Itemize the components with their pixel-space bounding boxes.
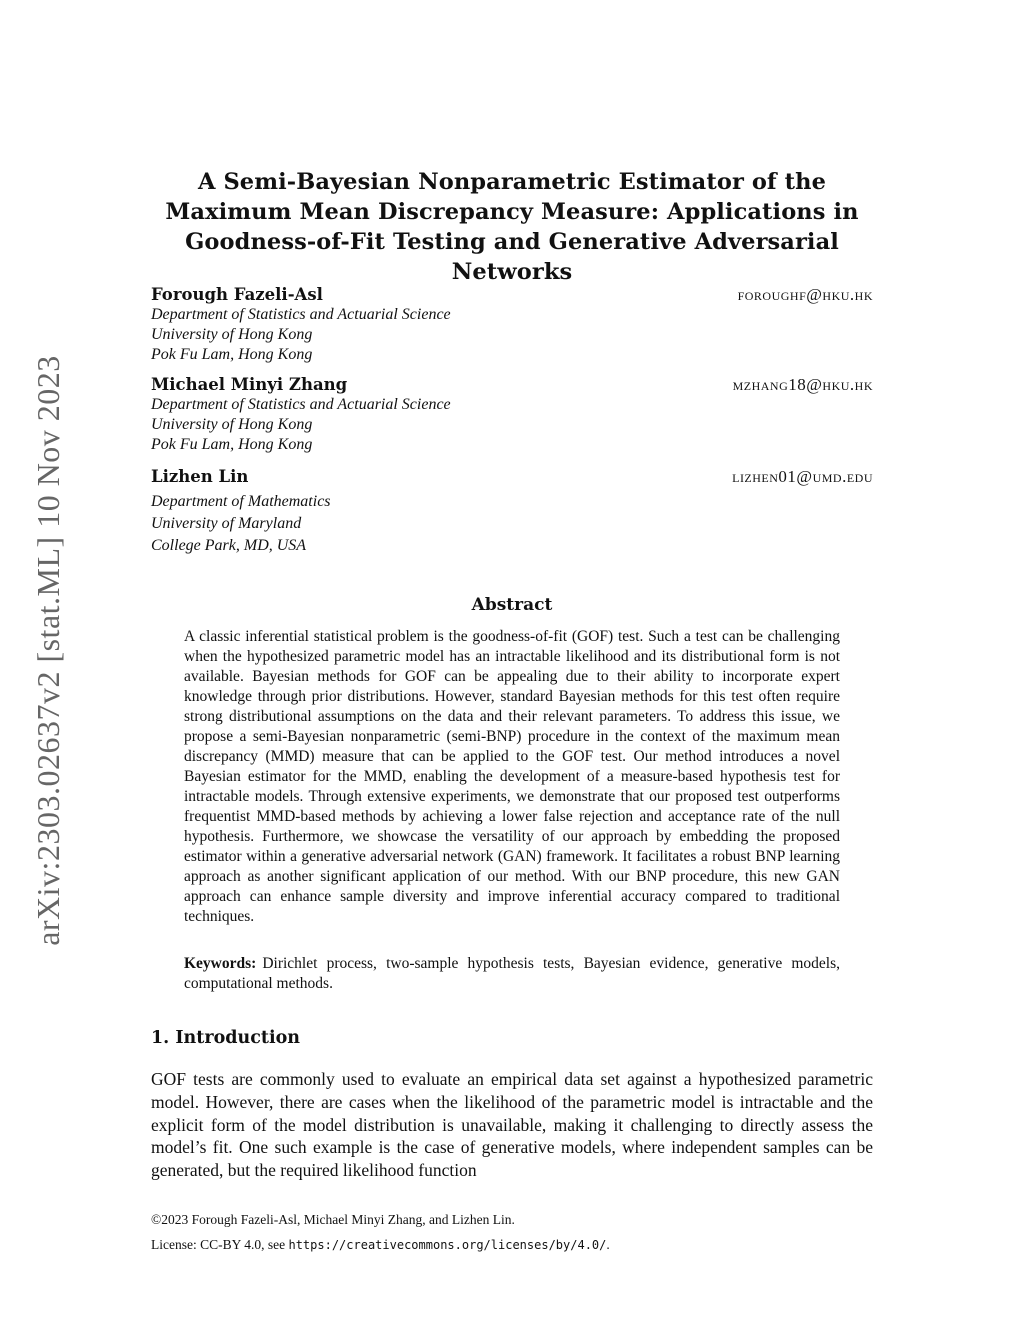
copyright-notice: ©2023 Forough Fazeli-Asl, Michael Minyi Zhang, and Lizhen Lin. xyxy=(151,1212,515,1227)
abstract-text: A classic inferential statistical problem is the goodness-of-fit (GOF) test. Such a test can be challenging when the hypothesized parametric model has an intractable likelihood and its distributional form is not available. Bayesian methods for GOF can be appealing due to their ability to incorporate expert knowledge through prior distributions. However, standard Bayesian methods for this test often require strong distributional assumptions on the data and their relevant parameters. To address this issue, we propose a semi-Bayesian nonparametric (semi-BNP) procedure in the context of the maximum mean discrepancy (MMD) measure that can be applied to the GOF test. Our method introduces a novel Bayesian estimator for the MMD, enabling the development of a measure-based hypothesis test for intractable models. Through extensive experiments, we demonstrate that our proposed test outperforms frequentist MMD-based methods by achieving a lower false rejection and acceptance rate of the null hypothesis. Furthermore, we showcase the versatility of our approach by embedding the proposed estimator within a generative adversarial network (GAN) framework. It facilitates a robust BNP learning approach as another significant application of our method. With our BNP procedure, this new GAN approach can enhance sample diversity and improve inferential accuracy compared to traditional techniques. xyxy=(184,628,840,925)
keywords xyxy=(184,954,840,994)
author-name: Michael Minyi Zhang xyxy=(151,375,348,394)
author-email[interactable]: mzhang18@hku.hk xyxy=(732,375,873,394)
arxiv-sidebar-stamp xyxy=(18,340,78,960)
author-name: Forough Fazeli-Asl xyxy=(151,285,323,304)
license-link[interactable]: https://creativecommons.org/licenses/by/4.0/ xyxy=(288,1238,607,1252)
author-affiliation-line: Department of Mathematics xyxy=(151,493,331,510)
section-text: GOF tests are commonly used to evaluate an empirical data set against a hypothesized parametric model. However, there are cases when the likelihood of the parametric model is intractable and the explicit form of the model distribution is unavailable, making it challenging to directly assess the model’s fit. One such example is the case of generative models, where independent samples can be generated, but the required likelihood function xyxy=(151,1069,873,1181)
author-affiliation-line: University of Maryland xyxy=(151,515,302,532)
section-heading: 1. Introduction xyxy=(151,1028,300,1048)
author-name: Lizhen Lin xyxy=(151,467,249,486)
license-notice xyxy=(151,1237,610,1253)
author-affiliation-line: College Park, MD, USA xyxy=(151,537,307,554)
license-prefix: License: CC-BY 4.0, see xyxy=(151,1237,289,1252)
license-suffix: . xyxy=(606,1237,610,1252)
author-block-2 xyxy=(151,375,873,455)
author-affiliation-line: Department of Statistics and Actuarial Science xyxy=(151,306,451,323)
author-affiliation-line: Department of Statistics and Actuarial Science xyxy=(151,396,451,413)
paper-title: A Semi-Bayesian Nonparametric Estimator of the Maximum Mean Discrepancy Measure: Applications in Goodness-of-Fit Testing and Generative Adversarial Networks xyxy=(165,169,859,285)
author-email[interactable]: foroughf@hku.hk xyxy=(737,285,873,304)
author-affiliation-line: University of Hong Kong xyxy=(151,416,313,433)
author-block-1 xyxy=(151,285,873,365)
author-block-3 xyxy=(151,467,873,557)
arxiv-id: arXiv:2303.02637v2 [stat.ML] 10 Nov 2023 xyxy=(29,354,66,946)
keywords-text: Dirichlet process, two-sample hypothesis tests, Bayesian evidence, generative models, computational methods. xyxy=(184,955,840,992)
abstract-heading: Abstract xyxy=(471,595,553,615)
author-affiliation-line: Pok Fu Lam, Hong Kong xyxy=(151,346,313,363)
author-affiliation-line: University of Hong Kong xyxy=(151,326,313,343)
author-email[interactable]: lizhen01@umd.edu xyxy=(732,467,873,486)
author-affiliation-line: Pok Fu Lam, Hong Kong xyxy=(151,436,313,453)
keywords-label: Keywords: xyxy=(184,955,257,972)
